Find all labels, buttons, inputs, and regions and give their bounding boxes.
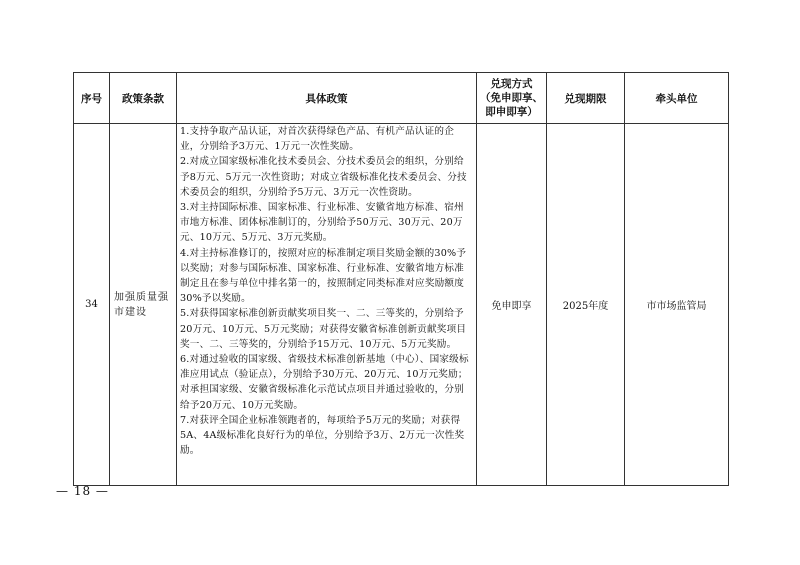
policy-detail-item-5: 5.对获得国家标准创新贡献奖项目奖一、二、三等奖的，分别给予20万元、10万元、5万元奖励；对获得安徽省标准创新贡献奖项目奖一、二、三等奖的，分别给予15万元、10万元、5万元奖励。 (180, 308, 467, 350)
header-redemption-method: 兑现方式 （免申即享、 即申即享） (477, 73, 547, 124)
header-lead-unit: 牵头单位 (625, 73, 729, 124)
cell-redemption-period: 2025年度 (547, 124, 625, 486)
policy-detail-item-7: 7.对获评全国企业标准领跑者的，每项给予5万元的奖励；对获得5A、4A级标准化良好行为的单位，分别给予3万、2万元一次性奖励。 (180, 414, 465, 457)
policy-detail-item-4: 4.对主持标准修订的，按照对应的标准制定项目奖励金额的30%予以奖励；对参与国际标准、国家标准、行业标准、安徽省地方标准制定且在参与单位中排名第一的，按照制定同类标准对应奖励额度30%予以奖励。 (180, 247, 467, 305)
policy-detail-item-3: 3.对主持国际标准、国家标准、行业标准、安徽省地方标准、宿州市地方标准、团体标准制订的，分别给予50万元、30万元、20万元、10万元、5万元、3万元奖励。 (180, 202, 464, 244)
page-number: — 18 — (56, 484, 109, 498)
policy-table (73, 72, 729, 486)
cell-redemption-method: 免申即享 (477, 124, 547, 486)
policy-detail-item-6: 6.对通过验收的国家级、省级技术标准创新基地（中心）、国家级标准应用试点（验证点），分别给予30万元、20万元、10万元奖励；对承担国家级、安徽省级标准化示范试点项目并通过验收的，分别给予20万元、10万元奖励。 (180, 354, 469, 411)
policy-detail-item-1: 1.支持争取产品认证，对首次获得绿色产品、有机产品认证的企业，分别给予3万元、1万元一次性奖励。 (180, 126, 454, 153)
cell-index: 34 (74, 124, 110, 486)
header-redemption-period: 兑现期限 (547, 73, 625, 124)
header-policy-item: 政策条款 (110, 73, 177, 124)
table-row (74, 124, 729, 486)
table-header-row (74, 73, 729, 124)
cell-lead-unit: 市市场监管局 (625, 124, 729, 486)
cell-policy-item: 加强质量强市建设 (110, 124, 177, 486)
header-specific-policy: 具体政策 (177, 73, 477, 124)
policy-detail-item-2: 2.对成立国家级标准化技术委员会、分技术委员会的组织，分别给予8万元、5万元一次性资助；对成立省级标准化技术委员会、分技术委员会的组织，分别给予5万元、3万元一次性资助。 (180, 156, 467, 198)
cell-specific-policy (177, 124, 477, 486)
header-index: 序号 (74, 73, 110, 124)
